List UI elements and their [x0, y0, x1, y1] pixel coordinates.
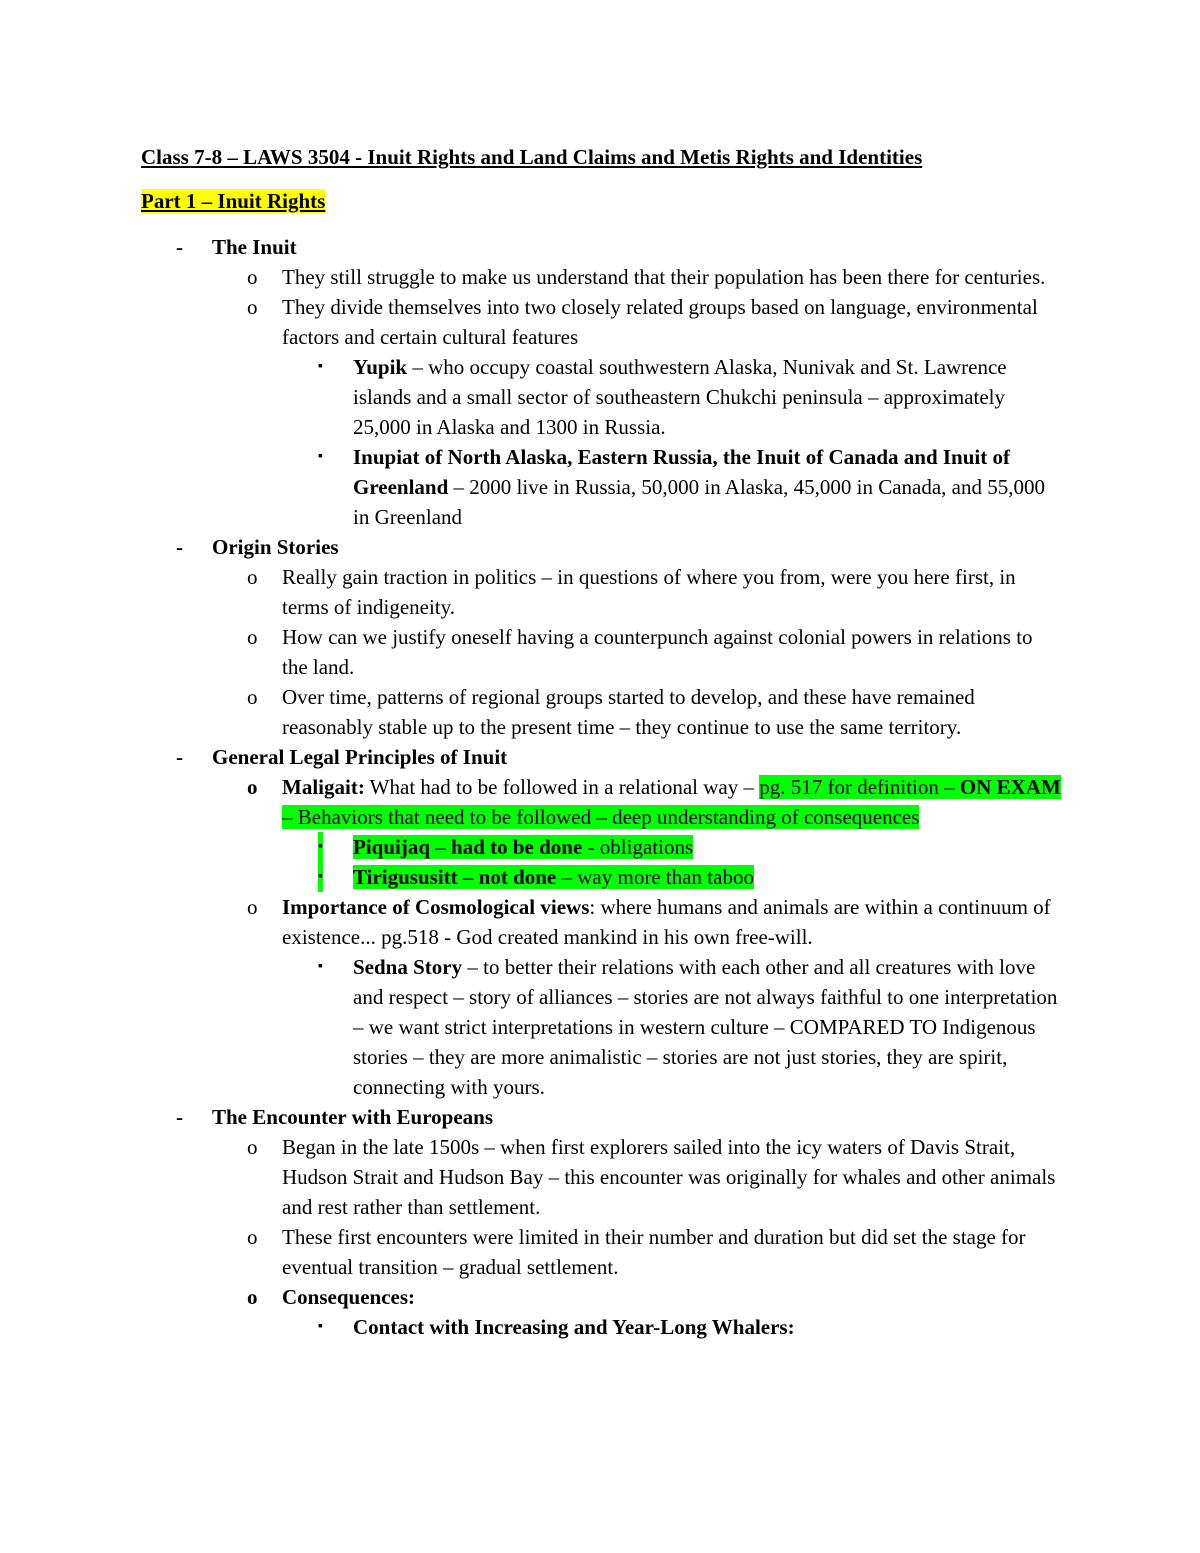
circle-bullet: o [247, 1225, 258, 1249]
dash-marker: - [176, 745, 183, 769]
list-item [0, 1312, 1063, 1342]
dash-marker: - [176, 235, 183, 259]
list-item [0, 352, 1063, 442]
bullet-text: What had to be followed in a relational way – [364, 775, 760, 799]
bullet-text: - obligations [582, 835, 694, 859]
term-tirigususitt: Tirigususitt – not done [353, 865, 557, 889]
circle-bullet: o [247, 775, 258, 799]
term-whalers: Contact with Increasing and Year-Long Whalers: [353, 1315, 795, 1339]
list-item [0, 772, 1062, 832]
circle-bullet: o [247, 565, 258, 589]
list-item [0, 562, 1062, 622]
section-heading: The Inuit [212, 235, 297, 259]
list-item [0, 1282, 1062, 1312]
section-origin-stories [0, 532, 1072, 562]
outline [0, 232, 1200, 1342]
term-piquijaq: Piquijaq – had to be done [353, 835, 583, 859]
bullet-text: Began in the late 1500s – when first explorers sailed into the icy waters of Davis Strait, Hudson Strait and Hudson Bay – this encounter was originally for whales and other animals and rest rather than settlement. [282, 1135, 1056, 1219]
list-item [0, 622, 1062, 682]
section-the-inuit [0, 232, 1072, 262]
bullet-text: Over time, patterns of regional groups started to develop, and these have remained reasonably stable up to the present time – they continue to use the same territory. [282, 685, 975, 739]
highlight-text: – Behaviors that need to be followed – deep understanding of consequences [282, 805, 920, 829]
square-bullet: ▪ [318, 359, 323, 374]
document-title: Class 7-8 – LAWS 3504 - Inuit Rights and Land Claims and Metis Rights and Identities [141, 145, 923, 169]
square-bullet: ▪ [318, 1319, 323, 1334]
section-heading: Origin Stories [212, 535, 339, 559]
list-item [0, 892, 1062, 952]
circle-bullet: o [247, 265, 258, 289]
highlight-text: pg. 517 for definition – [759, 775, 960, 799]
circle-bullet: o [247, 895, 258, 919]
bullet-text: These first encounters were limited in their number and duration but did set the stage for eventual transition – gradual settlement. [282, 1225, 1026, 1279]
bullet-text: They still struggle to make us understand that their population has been there for centuries. [282, 265, 1046, 289]
list-item [0, 1132, 1062, 1222]
list-item [0, 832, 1063, 862]
highlight-on-exam: ON EXAM [959, 775, 1061, 799]
dash-marker: - [176, 1105, 183, 1129]
dash-marker: - [176, 535, 183, 559]
term-consequences: Consequences: [282, 1285, 416, 1309]
part-1-heading: Part 1 – Inuit Rights [141, 189, 326, 213]
section-encounter-europeans [0, 1102, 1072, 1132]
bullet-text: They divide themselves into two closely related groups based on language, environmental factors and certain cultural features [282, 295, 1038, 349]
bullet-text: : where humans and animals are within a continuum of existence... pg.518 - God created mankind in his own free-will. [282, 895, 1051, 949]
square-bullet: ▪ [318, 862, 323, 892]
bullet-text: – to better their relations with each other and all creatures with love and respect – story of alliances – stories are not always faithful to one interpretation – we want strict interpretations in western culture – COMPARED TO Indigenous stories – they are more animalistic – stories are not just stories, they are spirit, connecting with yours. [353, 955, 1058, 1099]
section-legal-principles [0, 742, 1072, 772]
term-cosmological-views: Importance of Cosmological views [282, 895, 590, 919]
list-item [0, 682, 1062, 742]
bullet-text: Really gain traction in politics – in questions of where you from, were you here first, in terms of indigeneity. [282, 565, 1016, 619]
section-heading: The Encounter with Europeans [212, 1105, 494, 1129]
circle-bullet: o [247, 1135, 258, 1159]
bullet-text: – way more than taboo [556, 865, 754, 889]
part-heading [141, 186, 325, 216]
circle-bullet: o [247, 625, 258, 649]
circle-bullet: o [247, 295, 258, 319]
bullet-text: – 2000 live in Russia, 50,000 in Alaska, 45,000 in Canada, and 55,000 in Greenland [353, 475, 1045, 529]
circle-bullet: o [247, 685, 258, 709]
list-item [0, 292, 1062, 352]
square-bullet: ▪ [318, 449, 323, 464]
square-bullet: ▪ [318, 832, 323, 862]
list-item [0, 442, 1063, 532]
term-yupik: Yupik [353, 355, 408, 379]
square-bullet: ▪ [318, 959, 323, 974]
bullet-text: How can we justify oneself having a counterpunch against colonial powers in relations to the land. [282, 625, 1033, 679]
list-item [0, 862, 1063, 892]
list-item [0, 952, 1063, 1102]
bullet-text: – who occupy coastal southwestern Alaska, Nunivak and St. Lawrence islands and a small sector of southeastern Chukchi peninsula – approximately 25,000 in Alaska and 1300 in Russia. [353, 355, 1007, 439]
section-heading: General Legal Principles of Inuit [212, 745, 508, 769]
circle-bullet: o [247, 1285, 258, 1309]
term-inupiat: Inupiat of North Alaska, Eastern Russia, the Inuit of Canada and Inuit of Greenland [353, 445, 1010, 499]
term-sedna-story: Sedna Story [353, 955, 463, 979]
term-maligait: Maligait: [282, 775, 365, 799]
list-item [0, 1222, 1062, 1282]
list-item [0, 262, 1062, 292]
